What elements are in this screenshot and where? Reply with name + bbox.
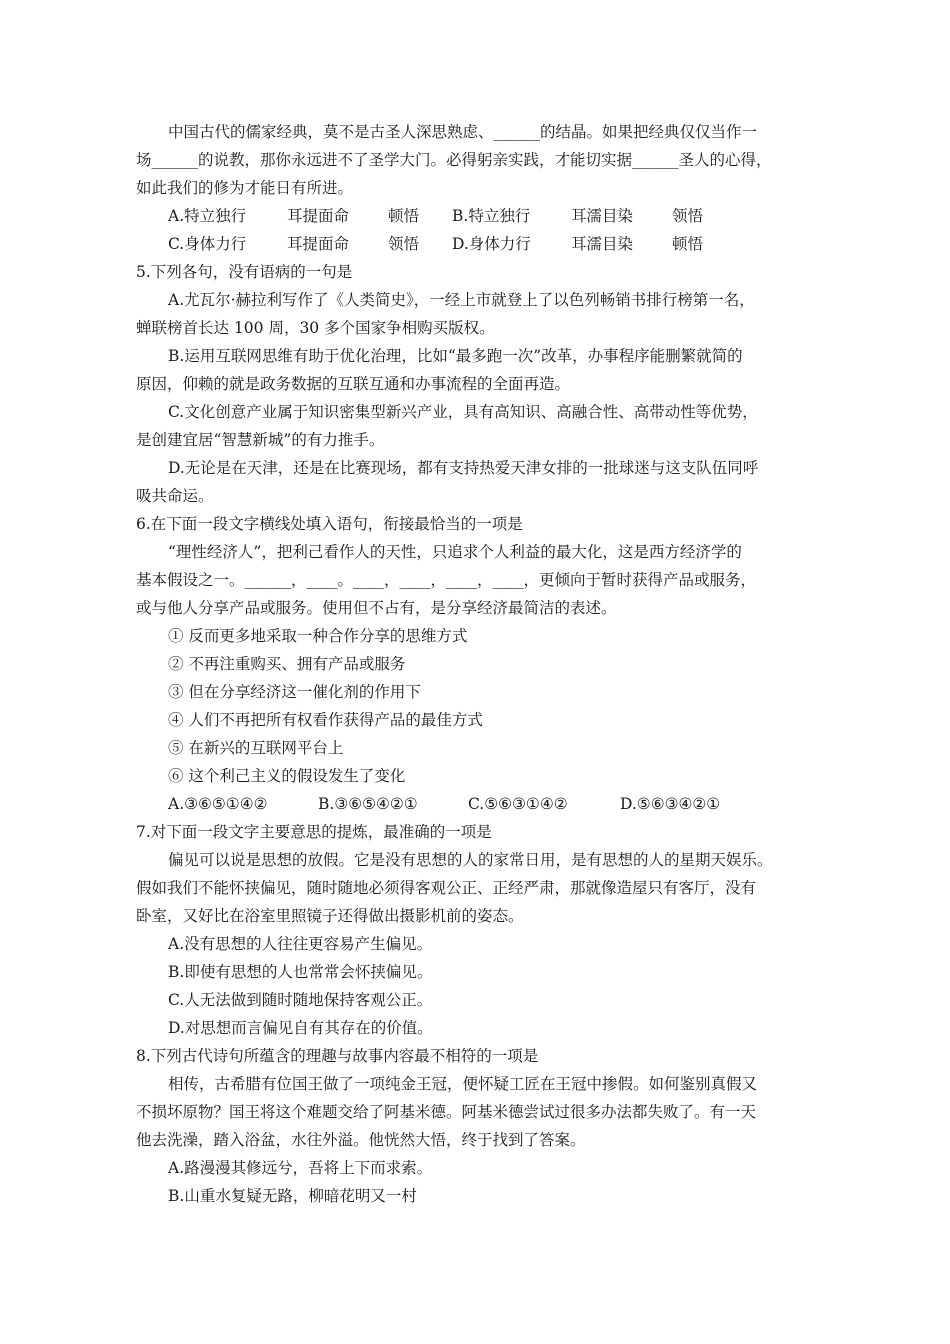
- q6-passage-line-3: 或与他人分享产品或服务。使用但不占有，是分享经济最简洁的表述。: [136, 599, 617, 617]
- q6-option-b: B.③⑥⑤④②①: [318, 795, 418, 813]
- q4-passage-line-3: 如此我们的修为才能日有所进。: [136, 179, 354, 197]
- q8-passage-line-1: 相传，古希腊有位国王做了一项纯金王冠，便怀疑工匠在王冠中掺假。如何鉴别真假又: [168, 1075, 758, 1093]
- q6-item-3: ③ 但在分享经济这一催化剂的作用下: [168, 683, 421, 701]
- q6-stem: 6.在下面一段文字横线处填入语句，衔接最恰当的一项是: [136, 515, 523, 533]
- q5-option-a-line-1: A.尤瓦尔·赫拉利写作了《人类简史》，一经上市就登上了以色列畅销书排行榜第一名，: [168, 291, 755, 309]
- q7-passage-line-3: 卧室，又好比在浴室里照镜子还得做出摄影机前的姿态。: [136, 907, 524, 925]
- q7-option-c: C.人无法做到随时随地保持客观公正。: [168, 991, 433, 1009]
- q5-option-c-line-2: 是创建宜居“智慧新城”的有力推手。: [136, 431, 385, 449]
- q6-option-d: D.⑤⑥③④②①: [620, 795, 721, 813]
- q5-stem: 5.下列各句，没有语病的一句是: [136, 263, 353, 281]
- q5-option-b-line-1: B.运用互联网思维有助于优化治理，比如“最多跑一次”改革，办事程序能删繁就简的: [168, 347, 743, 365]
- q5-option-a-line-2: 蝉联榜首长达 100 周，30 多个国家争相购买版权。: [136, 319, 495, 337]
- q4-option-b-3: 领悟: [672, 207, 704, 225]
- q6-item-6: ⑥ 这个利己主义的假设发生了变化: [168, 767, 406, 785]
- q6-option-c: C.⑤⑥③①④②: [468, 795, 568, 813]
- q5-option-c-line-1: C.文化创意产业属于知识密集型新兴产业，具有高知识、高融合性、高带动性等优势，: [168, 403, 758, 421]
- q8-passage-line-2: 不损坏原物？国王将这个难题交给了阿基米德。阿基米德尝试过很多办法都失败了。有一天: [136, 1103, 757, 1121]
- q4-option-d-2: 耳濡目染: [571, 235, 634, 253]
- q6-option-a: A.③⑥⑤①④②: [168, 795, 268, 813]
- q5-option-d-line-1: D.无论是在天津，还是在比赛现场，都有支持热爱天津女排的一批球迷与这支队伍同呼: [168, 459, 759, 477]
- q4-option-c-3: 领悟: [388, 235, 420, 253]
- q7-passage-line-2: 假如我们不能怀挟偏见，随时随地必须得客观公正、正经严肃，那就像造屋只有客厅，没有: [136, 879, 757, 897]
- q8-passage-line-3: 他去洗澡，踏入浴盆，水往外溢。他恍然大悟，终于找到了答案。: [136, 1131, 586, 1149]
- q6-passage-line-2: 基本假设之一。______，____。____，____，____，____，更倾向于暂时获得产品或服务，: [136, 571, 757, 589]
- q5-option-d-line-2: 吸共命运。: [136, 487, 214, 505]
- q6-item-5: ⑤ 在新兴的互联网平台上: [168, 739, 344, 757]
- q7-stem: 7.对下面一段文字主要意思的提炼，最准确的一项是: [136, 823, 492, 841]
- q4-passage-line-1: 中国古代的儒家经典，莫不是古圣人深思熟虑、______的结晶。如果把经典仅仅当作一: [168, 123, 758, 141]
- q7-option-b: B.即使有思想的人也常常会怀挟偏见。: [168, 963, 433, 981]
- q4-option-d-1: D.身体力行: [452, 235, 531, 253]
- q4-option-a-2: 耳提面命: [287, 207, 350, 225]
- q4-option-c-1: C.身体力行: [168, 235, 247, 253]
- q6-passage-line-1: “理性经济人”，把利己看作人的天性，只追求个人利益的最大化，这是西方经济学的: [168, 543, 742, 561]
- q7-option-a: A.没有思想的人往往更容易产生偏见。: [168, 935, 433, 953]
- q4-option-a-1: A.特立独行: [168, 207, 247, 225]
- q6-item-2: ② 不再注重购买、拥有产品或服务: [168, 655, 406, 673]
- q5-option-b-line-2: 原因，仰赖的就是政务数据的互联互通和办事流程的全面再造。: [136, 375, 571, 393]
- q6-item-4: ④ 人们不再把所有权看作获得产品的最佳方式: [168, 711, 483, 729]
- q7-option-d: D.对思想而言偏见自有其存在的价值。: [168, 1019, 433, 1037]
- q8-stem: 8.下列古代诗句所蕴含的理趣与故事内容最不相符的一项是: [136, 1047, 539, 1065]
- q4-option-d-3: 顿悟: [672, 235, 704, 253]
- q4-option-c-2: 耳提面命: [287, 235, 350, 253]
- q7-passage-line-1: 偏见可以说是思想的放假。它是没有思想的人的家常日用，是有思想的人的星期天娱乐。: [168, 851, 773, 869]
- q8-option-b: B.山重水复疑无路，柳暗花明又一村: [168, 1187, 417, 1205]
- q4-passage-line-2: 场______的说教，那你永远进不了圣学大门。必得躬亲实践，才能切实据______圣人的心得，: [136, 151, 772, 169]
- q4-option-b-1: B.特立独行: [452, 207, 531, 225]
- q4-option-b-2: 耳濡目染: [571, 207, 634, 225]
- q4-option-a-3: 顿悟: [388, 207, 420, 225]
- q8-option-a: A.路漫漫其修远兮，吾将上下而求索。: [168, 1159, 433, 1177]
- q6-item-1: ① 反而更多地采取一种合作分享的思维方式: [168, 627, 468, 645]
